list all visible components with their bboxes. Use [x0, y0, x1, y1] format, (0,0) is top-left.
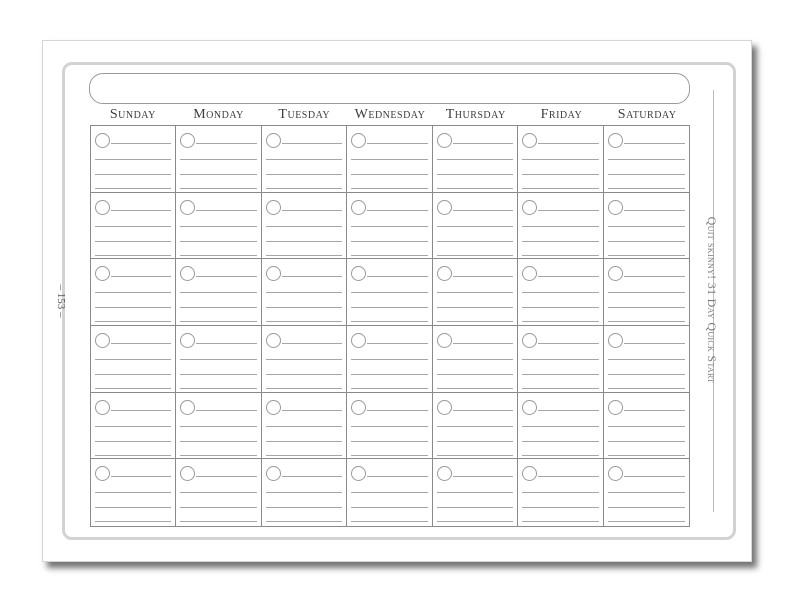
writing-line: [522, 307, 598, 308]
day-cell[interactable]: [518, 193, 603, 260]
day-cell[interactable]: [262, 393, 347, 460]
date-circle-icon[interactable]: [266, 266, 281, 281]
writing-line: [180, 507, 256, 508]
date-circle-icon[interactable]: [522, 400, 537, 415]
day-cell[interactable]: [91, 193, 176, 260]
date-circle-icon[interactable]: [95, 133, 110, 148]
day-header-wednesday: Wednesday: [354, 107, 426, 122]
side-caption: Quit skinny! 31 Day Quick Start: [705, 216, 719, 384]
day-cell[interactable]: [91, 259, 176, 326]
writing-line: [608, 359, 685, 360]
writing-line: [351, 374, 427, 375]
writing-line: [95, 521, 171, 522]
writing-line: [266, 374, 342, 375]
date-circle-icon[interactable]: [180, 200, 195, 215]
writing-line: [608, 507, 685, 508]
writing-line: [624, 343, 685, 344]
writing-line: [282, 343, 342, 344]
day-cell[interactable]: [433, 393, 518, 460]
writing-line: [608, 241, 685, 242]
date-circle-icon[interactable]: [522, 266, 537, 281]
writing-line: [95, 388, 171, 389]
date-circle-icon[interactable]: [180, 400, 195, 415]
writing-line: [266, 159, 342, 160]
date-circle-icon[interactable]: [522, 133, 537, 148]
writing-line: [95, 492, 171, 493]
date-circle-icon[interactable]: [266, 400, 281, 415]
writing-line: [282, 143, 342, 144]
writing-line: [608, 521, 685, 522]
date-circle-icon[interactable]: [437, 333, 452, 348]
writing-line: [351, 321, 427, 322]
writing-line: [608, 307, 685, 308]
writing-line: [196, 343, 256, 344]
writing-line: [522, 292, 598, 293]
writing-line: [95, 321, 171, 322]
writing-line: [608, 441, 685, 442]
date-circle-icon[interactable]: [608, 200, 623, 215]
day-cell[interactable]: [518, 259, 603, 326]
writing-line: [367, 476, 427, 477]
writing-line: [95, 374, 171, 375]
writing-line: [608, 321, 685, 322]
day-cell[interactable]: [262, 193, 347, 260]
writing-line: [522, 426, 598, 427]
day-cell[interactable]: [176, 126, 261, 193]
writing-line: [437, 388, 513, 389]
day-cell[interactable]: [91, 126, 176, 193]
day-cell[interactable]: [604, 326, 689, 393]
writing-line: [180, 426, 256, 427]
writing-line: [95, 455, 171, 456]
day-cell[interactable]: [176, 326, 261, 393]
writing-line: [266, 188, 342, 189]
writing-line: [95, 292, 171, 293]
date-circle-icon[interactable]: [522, 200, 537, 215]
day-cell[interactable]: [262, 259, 347, 326]
day-header-saturday: Saturday: [617, 107, 677, 122]
writing-line: [624, 210, 685, 211]
writing-line: [538, 210, 598, 211]
writing-line: [196, 410, 256, 411]
page-number: – 153 –: [55, 284, 67, 318]
writing-line: [111, 476, 171, 477]
writing-line: [624, 410, 685, 411]
writing-line: [111, 143, 171, 144]
writing-line: [351, 359, 427, 360]
writing-line: [367, 276, 427, 277]
writing-line: [351, 455, 427, 456]
writing-line: [180, 188, 256, 189]
writing-line: [180, 455, 256, 456]
date-circle-icon[interactable]: [437, 400, 452, 415]
writing-line: [522, 241, 598, 242]
day-cell[interactable]: [91, 326, 176, 393]
writing-line: [453, 210, 513, 211]
writing-line: [266, 426, 342, 427]
day-cell[interactable]: [176, 259, 261, 326]
writing-line: [453, 143, 513, 144]
writing-line: [437, 426, 513, 427]
writing-line: [351, 174, 427, 175]
writing-line: [266, 359, 342, 360]
day-cell[interactable]: [518, 126, 603, 193]
writing-line: [266, 521, 342, 522]
writing-line: [266, 307, 342, 308]
writing-line: [180, 307, 256, 308]
writing-line: [608, 292, 685, 293]
date-circle-icon[interactable]: [522, 333, 537, 348]
writing-line: [266, 226, 342, 227]
writing-line: [367, 210, 427, 211]
writing-line: [266, 292, 342, 293]
writing-line: [180, 159, 256, 160]
writing-line: [608, 374, 685, 375]
writing-line: [180, 492, 256, 493]
writing-line: [351, 426, 427, 427]
day-cell[interactable]: [347, 459, 432, 526]
writing-line: [538, 276, 598, 277]
day-cell[interactable]: [176, 393, 261, 460]
date-circle-icon[interactable]: [351, 266, 366, 281]
writing-line: [266, 492, 342, 493]
writing-line: [95, 307, 171, 308]
day-cell[interactable]: [433, 259, 518, 326]
date-circle-icon[interactable]: [522, 466, 537, 481]
writing-line: [522, 226, 598, 227]
writing-line: [351, 255, 427, 256]
writing-line: [351, 388, 427, 389]
writing-line: [522, 321, 598, 322]
day-header-sunday: Sunday: [109, 107, 156, 122]
writing-line: [437, 307, 513, 308]
writing-line: [95, 359, 171, 360]
writing-line: [522, 159, 598, 160]
writing-line: [522, 441, 598, 442]
writing-line: [367, 143, 427, 144]
writing-line: [538, 143, 598, 144]
date-circle-icon[interactable]: [180, 133, 195, 148]
day-cell[interactable]: [604, 393, 689, 460]
writing-line: [95, 226, 171, 227]
writing-line: [95, 174, 171, 175]
writing-line: [453, 410, 513, 411]
writing-line: [111, 276, 171, 277]
day-cell[interactable]: [433, 126, 518, 193]
writing-line: [437, 241, 513, 242]
date-circle-icon[interactable]: [95, 200, 110, 215]
writing-line: [624, 143, 685, 144]
day-cell[interactable]: [433, 193, 518, 260]
writing-line: [351, 159, 427, 160]
writing-line: [367, 343, 427, 344]
writing-line: [608, 255, 685, 256]
writing-line: [180, 521, 256, 522]
day-cell[interactable]: [347, 393, 432, 460]
day-cell[interactable]: [518, 393, 603, 460]
writing-line: [351, 441, 427, 442]
writing-line: [437, 321, 513, 322]
date-circle-icon[interactable]: [608, 333, 623, 348]
writing-line: [437, 374, 513, 375]
writing-line: [351, 507, 427, 508]
writing-line: [437, 492, 513, 493]
writing-line: [351, 292, 427, 293]
writing-line: [351, 307, 427, 308]
date-circle-icon[interactable]: [608, 266, 623, 281]
writing-line: [351, 188, 427, 189]
date-circle-icon[interactable]: [180, 466, 195, 481]
date-circle-icon[interactable]: [95, 333, 110, 348]
date-circle-icon[interactable]: [437, 266, 452, 281]
date-circle-icon[interactable]: [180, 333, 195, 348]
writing-line: [95, 159, 171, 160]
writing-line: [111, 410, 171, 411]
writing-line: [266, 388, 342, 389]
day-header-thursday: Thursday: [445, 107, 506, 122]
writing-line: [95, 188, 171, 189]
writing-line: [180, 359, 256, 360]
writing-line: [437, 359, 513, 360]
writing-line: [437, 159, 513, 160]
day-cell[interactable]: [262, 459, 347, 526]
date-circle-icon[interactable]: [266, 333, 281, 348]
writing-line: [437, 255, 513, 256]
writing-line: [538, 476, 598, 477]
writing-line: [95, 241, 171, 242]
day-cell[interactable]: [91, 459, 176, 526]
writing-line: [95, 255, 171, 256]
writing-line: [522, 174, 598, 175]
day-cell[interactable]: [604, 259, 689, 326]
writing-line: [196, 476, 256, 477]
day-header-tuesday: Tuesday: [278, 107, 331, 122]
writing-line: [180, 321, 256, 322]
date-circle-icon[interactable]: [351, 133, 366, 148]
writing-line: [538, 410, 598, 411]
day-cell[interactable]: [518, 459, 603, 526]
date-circle-icon[interactable]: [95, 400, 110, 415]
writing-line: [437, 455, 513, 456]
writing-line: [608, 455, 685, 456]
writing-line: [196, 276, 256, 277]
day-cell[interactable]: [176, 459, 261, 526]
writing-line: [282, 210, 342, 211]
day-cell[interactable]: [176, 193, 261, 260]
writing-line: [367, 410, 427, 411]
date-circle-icon[interactable]: [351, 333, 366, 348]
day-cell[interactable]: [604, 459, 689, 526]
writing-line: [266, 255, 342, 256]
writing-line: [111, 210, 171, 211]
writing-line: [111, 343, 171, 344]
writing-line: [266, 455, 342, 456]
writing-line: [196, 143, 256, 144]
date-circle-icon[interactable]: [437, 133, 452, 148]
writing-line: [608, 226, 685, 227]
writing-line: [522, 388, 598, 389]
writing-line: [180, 441, 256, 442]
writing-line: [351, 521, 427, 522]
writing-line: [266, 441, 342, 442]
writing-line: [522, 455, 598, 456]
date-circle-icon[interactable]: [351, 200, 366, 215]
writing-line: [624, 476, 685, 477]
writing-line: [608, 159, 685, 160]
writing-line: [608, 188, 685, 189]
writing-line: [180, 255, 256, 256]
writing-line: [522, 359, 598, 360]
date-circle-icon[interactable]: [351, 466, 366, 481]
writing-line: [522, 255, 598, 256]
writing-line: [180, 226, 256, 227]
date-circle-icon[interactable]: [266, 466, 281, 481]
writing-line: [453, 276, 513, 277]
writing-line: [453, 476, 513, 477]
writing-line: [351, 226, 427, 227]
day-cell[interactable]: [604, 126, 689, 193]
date-circle-icon[interactable]: [351, 400, 366, 415]
writing-line: [180, 241, 256, 242]
day-cell[interactable]: [433, 326, 518, 393]
writing-line: [266, 321, 342, 322]
writing-line: [196, 210, 256, 211]
writing-line: [437, 188, 513, 189]
writing-line: [282, 410, 342, 411]
writing-line: [351, 241, 427, 242]
writing-line: [453, 343, 513, 344]
date-circle-icon[interactable]: [437, 466, 452, 481]
date-circle-icon[interactable]: [608, 400, 623, 415]
writing-line: [266, 174, 342, 175]
writing-line: [608, 388, 685, 389]
writing-line: [95, 507, 171, 508]
calendar-grid: [90, 125, 690, 527]
writing-line: [180, 388, 256, 389]
writing-line: [180, 292, 256, 293]
day-cell[interactable]: [518, 326, 603, 393]
date-circle-icon[interactable]: [95, 466, 110, 481]
month-title-field[interactable]: [89, 73, 690, 104]
writing-line: [351, 492, 427, 493]
writing-line: [522, 374, 598, 375]
day-header-monday: Monday: [193, 107, 244, 122]
writing-line: [282, 476, 342, 477]
writing-line: [608, 426, 685, 427]
writing-line: [437, 174, 513, 175]
writing-line: [437, 292, 513, 293]
date-circle-icon[interactable]: [437, 200, 452, 215]
day-cell[interactable]: [262, 326, 347, 393]
date-circle-icon[interactable]: [180, 266, 195, 281]
writing-line: [437, 226, 513, 227]
writing-line: [522, 188, 598, 189]
day-cell[interactable]: [91, 393, 176, 460]
day-header-friday: Friday: [540, 107, 583, 122]
date-circle-icon[interactable]: [266, 133, 281, 148]
writing-line: [266, 241, 342, 242]
day-cell[interactable]: [433, 459, 518, 526]
writing-line: [95, 426, 171, 427]
date-circle-icon[interactable]: [95, 266, 110, 281]
writing-line: [437, 441, 513, 442]
day-cell[interactable]: [347, 193, 432, 260]
date-circle-icon[interactable]: [608, 133, 623, 148]
writing-line: [180, 174, 256, 175]
day-cell[interactable]: [262, 126, 347, 193]
writing-line: [608, 492, 685, 493]
date-circle-icon[interactable]: [608, 466, 623, 481]
writing-line: [522, 521, 598, 522]
writing-line: [624, 276, 685, 277]
writing-line: [538, 343, 598, 344]
writing-line: [608, 174, 685, 175]
day-cell[interactable]: [604, 193, 689, 260]
writing-line: [522, 507, 598, 508]
writing-line: [437, 507, 513, 508]
writing-line: [266, 507, 342, 508]
day-cell[interactable]: [347, 259, 432, 326]
writing-line: [437, 521, 513, 522]
writing-line: [95, 441, 171, 442]
writing-line: [282, 276, 342, 277]
day-cell[interactable]: [347, 326, 432, 393]
writing-line: [180, 374, 256, 375]
day-cell[interactable]: [347, 126, 432, 193]
date-circle-icon[interactable]: [266, 200, 281, 215]
writing-line: [522, 492, 598, 493]
